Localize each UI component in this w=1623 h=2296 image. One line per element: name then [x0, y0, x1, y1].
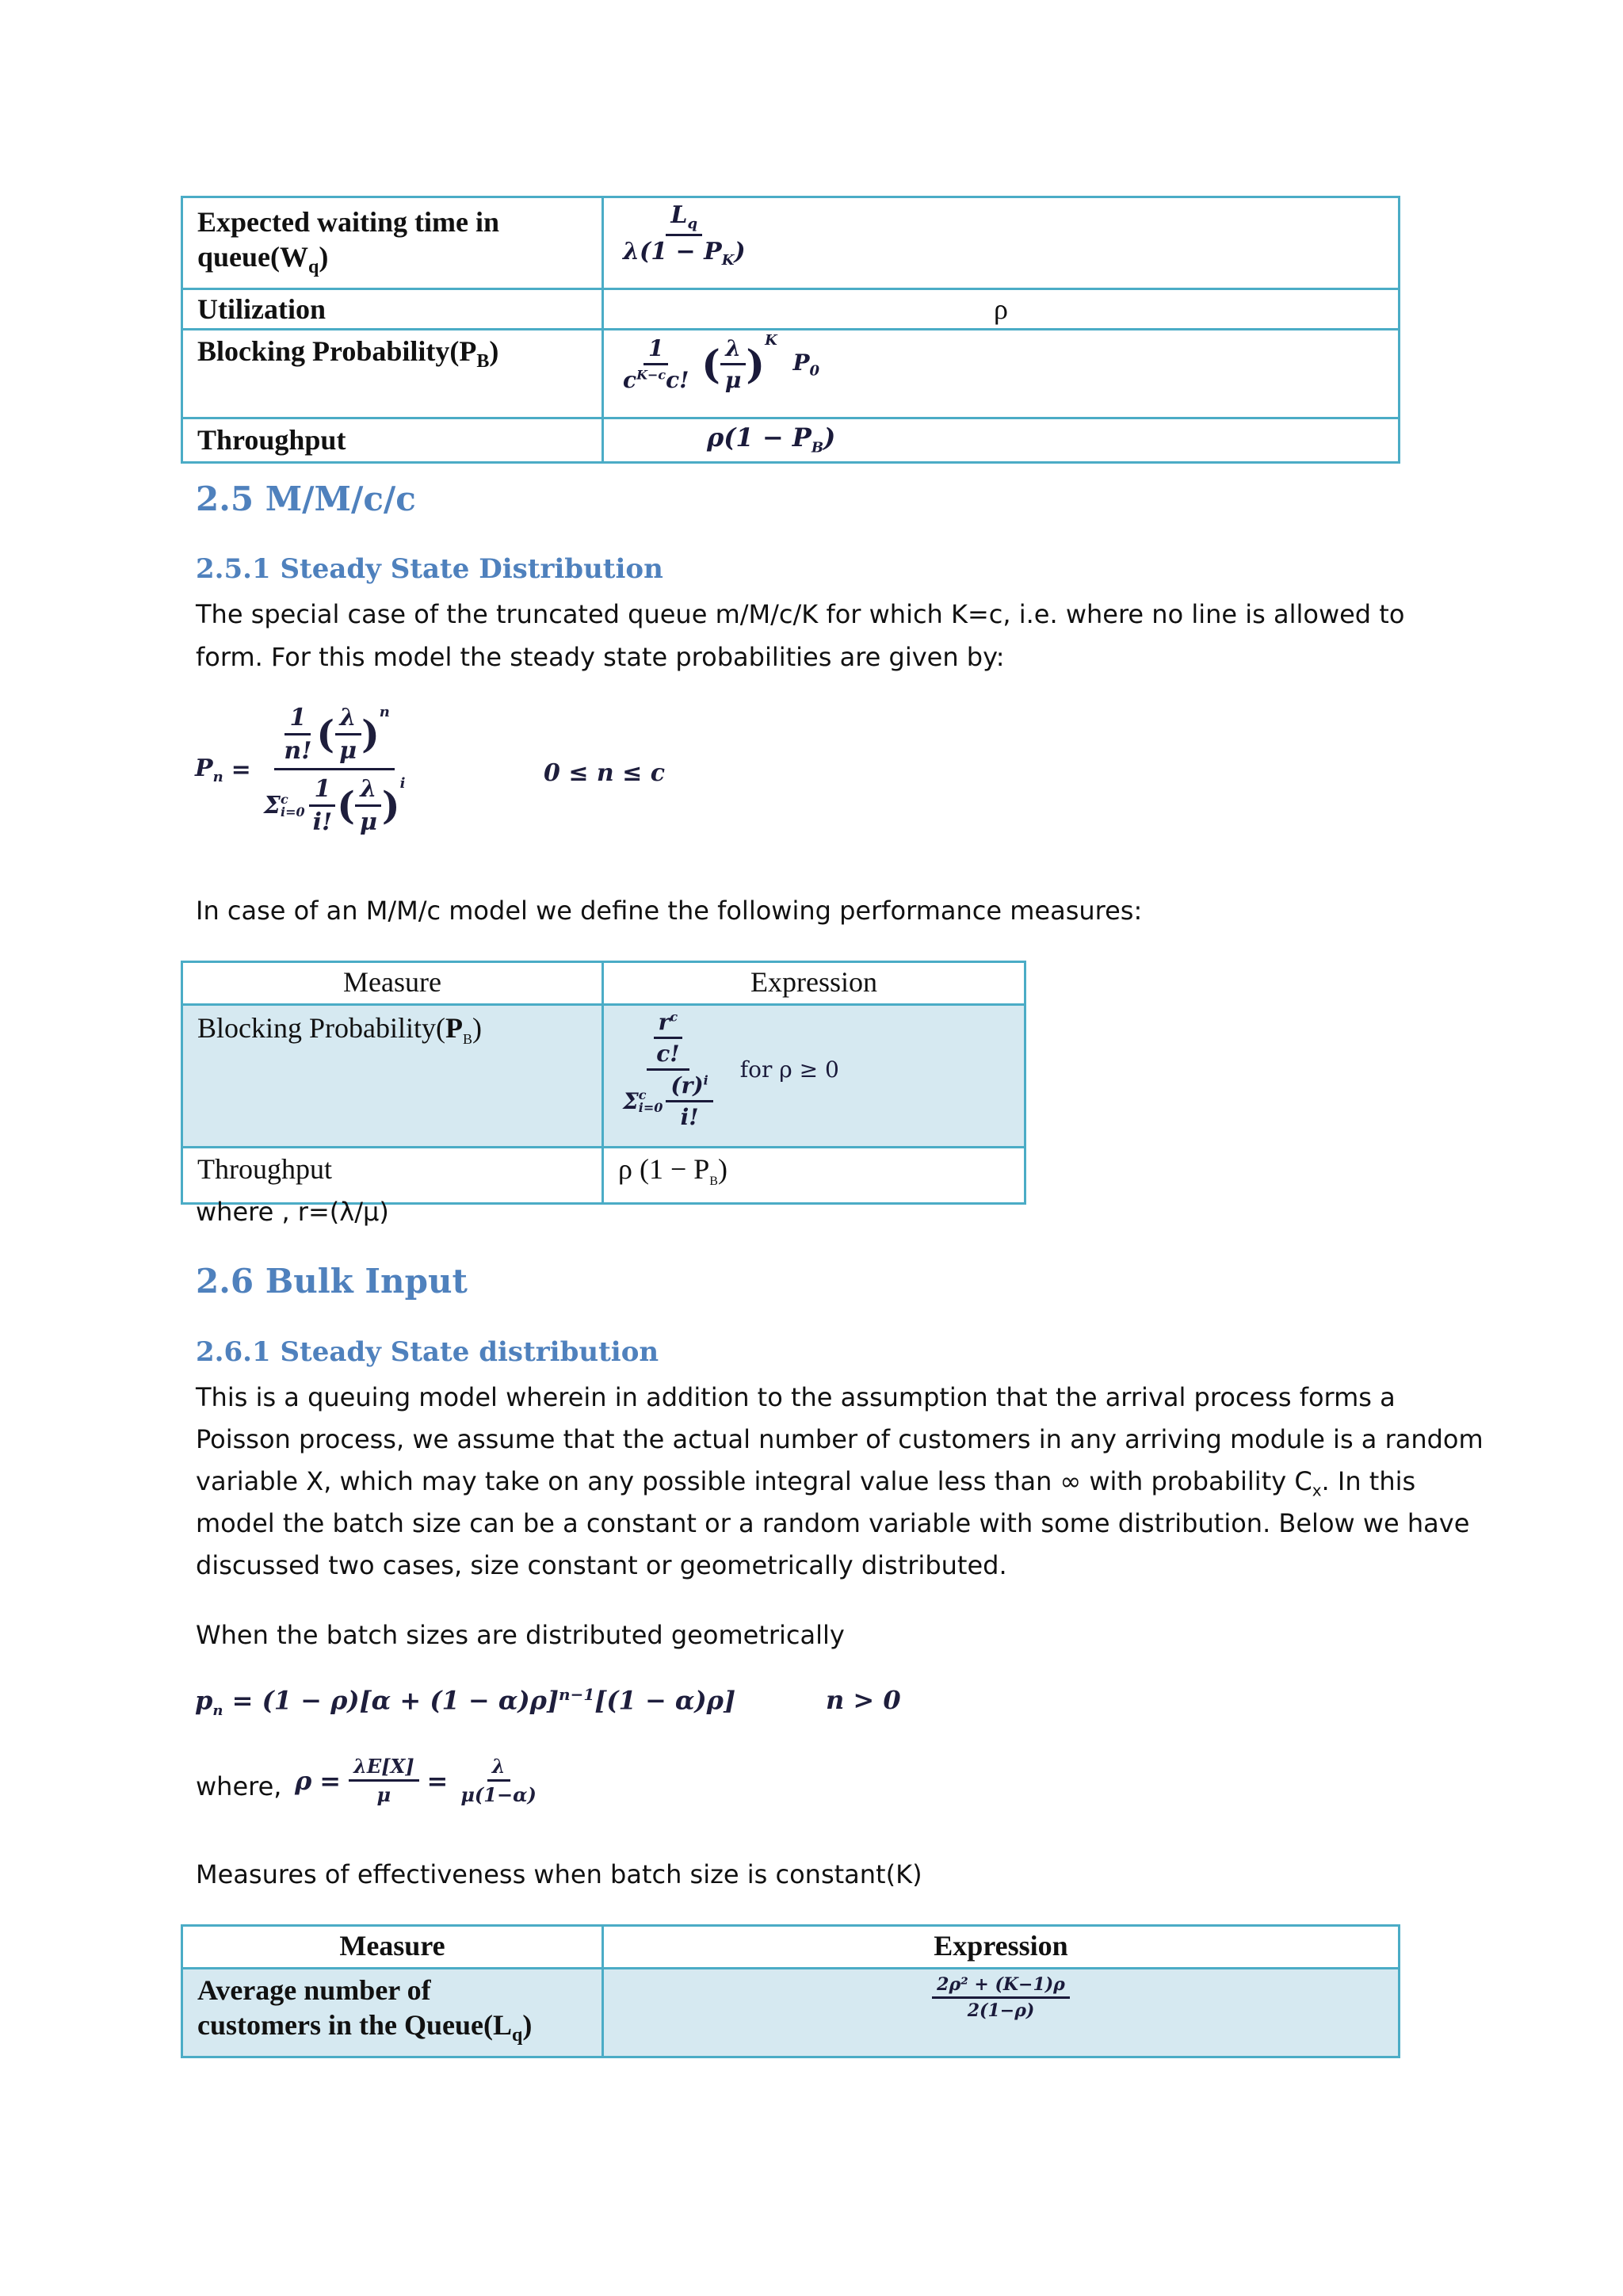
where-label: where,	[196, 1771, 282, 1801]
measure-cell: Expected waiting time in $queue(W_q)$	[182, 197, 603, 289]
table-bulk-input-measures	[181, 1924, 1400, 2058]
expression-cell: ρ	[603, 289, 1400, 330]
header-expression: Expression	[603, 1926, 1400, 1969]
subsection-heading-2-6-1: 2.6.1 Steady State distribution	[196, 1336, 659, 1368]
section-heading-2-6: 2.6 Bulk Input	[196, 1262, 468, 1301]
header-measure: Measure	[182, 1926, 603, 1969]
blocking-probability-formula: $\frac{1}{c^{K-c}c!}$ ( $\frac{\lambda}{\mu}$ )$^K$ $P_0$	[623, 332, 820, 394]
paragraph-line: form. For this model the steady state probabilities are given by:	[196, 642, 1005, 672]
measure-cell: Utilization	[182, 289, 603, 330]
geometric-batch-condition: n > 0	[826, 1685, 901, 1715]
expression-cell	[603, 197, 1400, 289]
steady-state-formula: $P_n$ = $\frac{1}{n!}$ ( $\frac{\lambda}{\mu}$ ) $^n$ Σ c i=0 $\frac{1}{i!}$ ( $\frac{\lambda}{\mu}$ ) $^i$	[195, 704, 406, 836]
paragraph-line: When the batch sizes are distributed geometrically	[196, 1620, 845, 1650]
table-header-row	[182, 1926, 1400, 1969]
measure-cell: Throughput	[182, 418, 603, 463]
paragraph-line: discussed two cases, size constant or geometrically distributed.	[196, 1550, 1007, 1580]
header-measure: Measure	[182, 962, 603, 1005]
paragraph-line: The special case of the truncated queue m/M/c/K for which K=c, i.e. where no line is allowed to	[196, 599, 1405, 629]
expression-cell	[603, 418, 1400, 463]
measure-cell: Throughput	[182, 1148, 603, 1204]
table-row	[182, 197, 1400, 289]
expression-cell	[603, 1005, 1025, 1148]
expression-cell	[603, 330, 1400, 418]
paragraph-line: model the batch size can be a constant or a random variable with some distribution. Below we have	[196, 1508, 1470, 1538]
table-row	[182, 1005, 1025, 1148]
paragraph-line: In case of an M/M/c model we define the following performance measures:	[196, 896, 1143, 926]
paragraph-line: variable X, which may take on any possible integral value less than ∞ with probability $C_x$. In this	[196, 1466, 1416, 1500]
table-row	[182, 289, 1400, 330]
throughput-formula: $\rho(1 - P_B)$	[707, 422, 836, 457]
paragraph-line: This is a queuing model wherein in addition to the assumption that the arrival process forms a	[196, 1382, 1396, 1412]
table-note: where , r=(λ/μ)	[196, 1197, 389, 1227]
mmcc-blocking-formula: $\frac{r^c}{c!}$ Σ c i=0 $\frac{(r)^i}{i!}$ for ρ ≥ 0	[623, 1009, 839, 1130]
table-mmck-measures	[181, 196, 1400, 464]
geometric-batch-formula: $p_n = (1 - \rho)[\alpha + (1 - \alpha)\rho]^{n-1}[(1 - \alpha)\rho]$	[195, 1685, 736, 1720]
paragraph-line: Measures of effectiveness when batch size is constant(K)	[196, 1859, 922, 1889]
table-mmcc-measures	[181, 961, 1026, 1205]
expression-cell: ρ $(1 - P_B)$	[603, 1148, 1025, 1204]
expression-cell	[603, 1969, 1400, 2057]
rho-definition-formula: ρ = $\frac{\lambda E[X]}{\mu}$ = $\frac{\lambda}{\mu(1-\alpha)}$	[295, 1755, 537, 1806]
table-row	[182, 1969, 1400, 2057]
paragraph-line: Poisson process, we assume that the actual number of customers in any arriving module is a random	[196, 1424, 1484, 1454]
section-heading-2-5: 2.5 M/M/c/c	[196, 479, 416, 518]
measure-cell: Blocking $Probability(P_B)$	[182, 1005, 603, 1148]
steady-state-condition: 0 ≤ n ≤ c	[544, 759, 666, 787]
measure-cell: Average number of customers in the $Queue(L_q)$	[182, 1969, 603, 2057]
table-row	[182, 418, 1400, 463]
measure-cell: Blocking $Probability(P_B)$	[182, 330, 603, 418]
average-queue-length-formula: $\frac{\text{2ρ² + (K−1)ρ}}{2(1-\rho)}$	[932, 1974, 1070, 2021]
table-row	[182, 330, 1400, 418]
header-expression: Expression	[603, 962, 1025, 1005]
table-header-row	[182, 962, 1025, 1005]
subsection-heading-2-5-1: 2.5.1 Steady State Distribution	[196, 553, 663, 585]
waiting-time-formula: $\frac{L_q}{\lambda(1 - P_K)}$	[623, 201, 746, 269]
